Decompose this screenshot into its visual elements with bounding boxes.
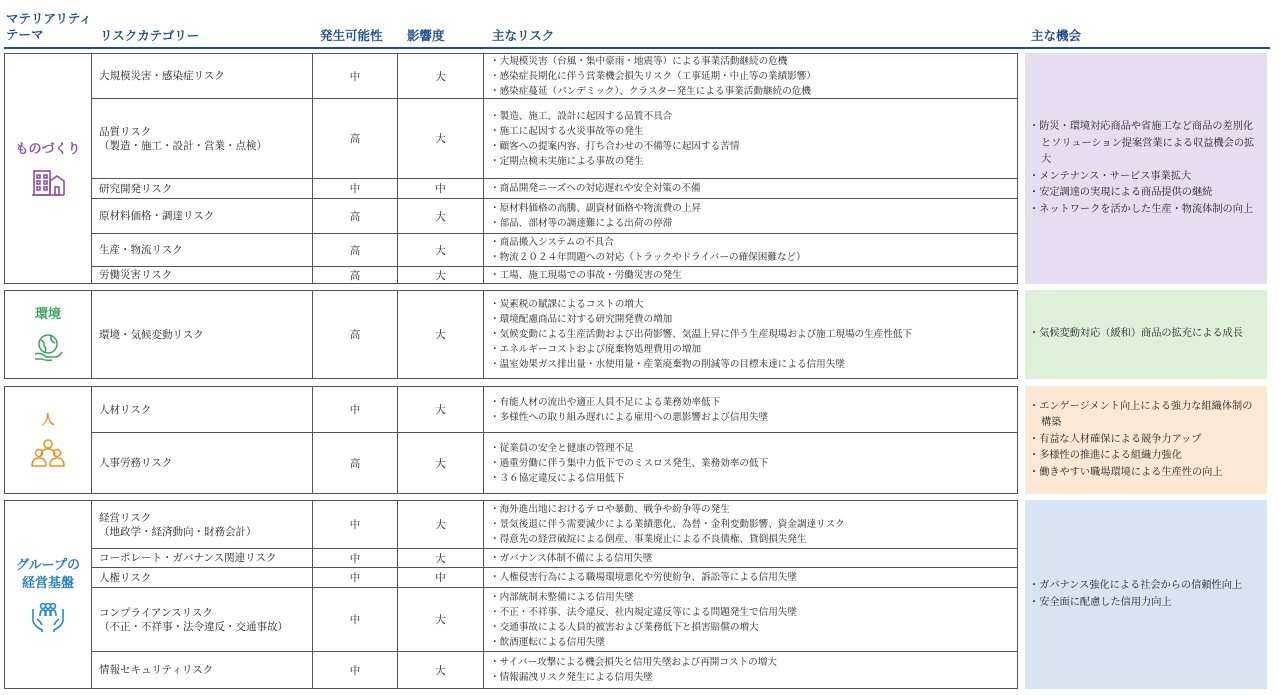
list-item: ・ ３６協定違反による信用低下 xyxy=(490,471,768,486)
risk-category: 人材リスク xyxy=(91,387,313,432)
table-row xyxy=(91,234,1017,267)
probability-value: 中 xyxy=(313,54,398,98)
risk-list-cell xyxy=(484,291,1017,378)
list-item: ・ 有能人材の流出や適正人員不足による業務効率低下 xyxy=(490,395,768,410)
opportunities-people xyxy=(1025,386,1267,494)
people-icon xyxy=(31,438,65,468)
theme-title: グループの 経営基盤 xyxy=(16,557,80,591)
risk-category: 人権リスク xyxy=(91,568,313,587)
probability-value: 高 xyxy=(313,99,398,178)
list-item: ・ 炭素税の賦課によるコストの増大 xyxy=(490,297,912,312)
list-item: ・ 原材料価格の高騰、副資材価格や物流費の上昇 xyxy=(490,201,701,216)
list-item: ・ 情報漏洩リスク発生による信用失墜 xyxy=(490,670,777,685)
probability-value: 高 xyxy=(313,199,398,233)
theme-cell xyxy=(5,291,92,378)
theme-cell xyxy=(5,54,92,283)
list-item: ・ 従業員の安全と健康の管理不足 xyxy=(490,441,768,456)
risk-list-cell xyxy=(484,99,1017,178)
list-item: ・ 交通事故による人員的被害および業務低下と損害賠償の増大 xyxy=(490,620,797,635)
probability-value: 中 xyxy=(313,568,398,587)
list-item: ・ 内部統制未整備による信用失墜 xyxy=(490,590,797,605)
list-item: ・ 不正・不祥事、法令違反、社内規定違反等による問題発生で信用失墜 xyxy=(490,605,797,620)
list-item: ・ ガバナンス体制不備による信用失墜 xyxy=(490,551,652,566)
list-item: ・ 商品搬入システムの不具合 xyxy=(490,235,806,250)
theme-title: 環境 xyxy=(34,306,61,322)
impact-value: 中 xyxy=(398,179,484,198)
impact-value: 大 xyxy=(398,199,484,233)
impact-value: 大 xyxy=(398,387,484,432)
risk-list-cell xyxy=(484,568,1017,587)
table-row xyxy=(91,433,1017,493)
theme-cell xyxy=(5,387,92,493)
table-row xyxy=(91,652,1017,688)
globe-leaf-icon xyxy=(32,332,64,364)
risk-category: 生産・物流リスク xyxy=(91,234,313,266)
table-row xyxy=(91,54,1017,99)
block-monozukuri xyxy=(4,53,1018,284)
list-item: ・ 顧客への提案内容、打ち合わせの不備等に起因する苦情 xyxy=(490,139,739,154)
list-item: ・ 景気後退に伴う需要減少による業績悪化、為替・金利変動影響、資金調達リスク xyxy=(490,517,845,532)
list-item: ・ 感染症長期化に伴う営業機会損失リスク（工事延期・中止等の業績影響） xyxy=(490,69,816,84)
list-item: ・ 過重労働に伴う集中力低下でのミスロス発生、業務効率の低下 xyxy=(490,456,768,471)
probability-value: 中 xyxy=(313,652,398,688)
risk-category: 人事労務リスク xyxy=(91,433,313,493)
risk-list-cell xyxy=(484,234,1017,266)
list-item: ・ 安全面に配慮した信用力向上 xyxy=(1029,595,1242,612)
list-item: ・ エンゲージメント向上による強力な組織体制の構築 xyxy=(1029,399,1261,432)
probability-value: 高 xyxy=(313,234,398,266)
list-item: ・ 商品開発ニーズへの対応遅れや安全対策の不備 xyxy=(490,181,701,196)
impact-value: 大 xyxy=(398,99,484,178)
header-risks: 主なリスク xyxy=(492,28,555,43)
list-item: ・ ガバナンス強化による社会からの信頼性向上 xyxy=(1029,578,1242,595)
theme-cell xyxy=(5,501,92,688)
list-item: ・ 働きやすい職場環境による生産性の向上 xyxy=(1029,465,1261,482)
risk-list-cell xyxy=(484,54,1017,98)
theme-title: ものづくり xyxy=(15,141,81,157)
risk-category: 大規模災害・感染症リスク xyxy=(91,54,313,98)
risk-list-cell xyxy=(484,179,1017,198)
list-item: ・ 有益な人材確保による競争力アップ xyxy=(1029,432,1261,449)
impact-value: 大 xyxy=(398,291,484,378)
table-row xyxy=(91,387,1017,433)
risk-list-cell xyxy=(484,652,1017,688)
probability-value: 中 xyxy=(313,387,398,432)
list-item: ・ ネットワークを活かした生産・物流体制の向上 xyxy=(1029,202,1261,219)
opportunities-monozukuri xyxy=(1025,53,1267,284)
opportunities-environment xyxy=(1025,290,1267,379)
opportunities-group-foundation xyxy=(1025,500,1267,689)
block-people xyxy=(4,386,1018,494)
risk-list-cell xyxy=(484,387,1017,432)
header-divider xyxy=(4,47,1270,49)
list-item: ・ 防災・環境対応商品や省施工など商品の差別化とソリューション提案営業による収益機会の拡大 xyxy=(1029,119,1261,169)
risk-category: 研究開発リスク xyxy=(91,179,313,198)
table-row xyxy=(91,588,1017,652)
impact-value: 大 xyxy=(398,549,484,567)
list-item: ・ 得意先の経営破綻による倒産、事業廃止による不良債権、貸倒損失発生 xyxy=(490,532,845,547)
list-item: ・ 製造、施工、設計に起因する品質不具合 xyxy=(490,109,739,124)
header-impact: 影響度 xyxy=(407,28,445,43)
risk-list-cell xyxy=(484,199,1017,233)
list-item: ・ 部品、部材等の調達難による出荷の停滞 xyxy=(490,216,701,231)
table-row xyxy=(91,549,1017,568)
probability-value: 中 xyxy=(313,549,398,567)
risk-list-cell xyxy=(484,549,1017,567)
list-item: ・ サイバー攻撃による機会損失と信用失墜および再開コストの増大 xyxy=(490,655,777,670)
list-item: ・ 物流２０２４年問題への対応（トラックやドライバーの確保困難など） xyxy=(490,250,806,265)
risk-list-cell xyxy=(484,267,1017,283)
impact-value: 中 xyxy=(398,568,484,587)
impact-value: 大 xyxy=(398,433,484,493)
risk-list-cell xyxy=(484,433,1017,493)
probability-value: 高 xyxy=(313,433,398,493)
impact-value: 大 xyxy=(398,501,484,548)
impact-value: 大 xyxy=(398,652,484,688)
list-item: ・ メンテナンス・サービス事業拡大 xyxy=(1029,169,1261,186)
probability-value: 中 xyxy=(313,501,398,548)
table-row xyxy=(91,501,1017,549)
table-row xyxy=(91,179,1017,199)
list-item: ・ 多様性の推進による組織力強化 xyxy=(1029,448,1261,465)
impact-value: 大 xyxy=(398,54,484,98)
risk-category: 品質リスク （製造・施工・設計・営業・点検） xyxy=(91,99,313,178)
table-row xyxy=(91,99,1017,179)
list-item: ・ 環境配慮商品に対する研究開発費の増加 xyxy=(490,312,912,327)
list-item: ・ 温室効果ガス排出量・水使用量・産業廃棄物の削減等の目標未達による信用失墜 xyxy=(490,357,912,372)
theme-title: 人 xyxy=(41,413,55,428)
block-environment xyxy=(4,290,1018,379)
list-item: ・ 施工に起因する火災事故等の発生 xyxy=(490,124,739,139)
risk-category: 原材料価格・調達リスク xyxy=(91,199,313,233)
list-item: ・ 多様性への取り組み遅れによる雇用への悪影響および信用失墜 xyxy=(490,410,768,425)
impact-value: 大 xyxy=(398,234,484,266)
risk-category: 労働災害リスク xyxy=(91,267,313,283)
building-icon xyxy=(31,167,65,197)
list-item: ・ エネルギーコストおよび廃棄物処理費用の増加 xyxy=(490,342,912,357)
list-item: ・ 海外進出地におけるテロや暴動、戦争や紛争等の発生 xyxy=(490,502,845,517)
block-group-foundation xyxy=(4,500,1018,689)
header-category: リスクカテゴリー xyxy=(100,28,200,43)
impact-value: 大 xyxy=(398,267,484,283)
risk-category: コンプライアンスリスク （不正・不祥事・法令違反・交通事故） xyxy=(91,588,313,651)
impact-value: 大 xyxy=(398,588,484,651)
list-item: ・ 人権侵害行為による職場環境悪化や労使紛争、訴訟等による信用失墜 xyxy=(490,570,797,585)
header-probability: 発生可能性 xyxy=(320,28,383,43)
risk-list-cell xyxy=(484,501,1017,548)
risk-category: 情報セキュリティリスク xyxy=(91,652,313,688)
probability-value: 中 xyxy=(313,179,398,198)
probability-value: 高 xyxy=(313,267,398,283)
table-row xyxy=(91,568,1017,588)
header-theme: マテリアリティ テーマ xyxy=(6,11,92,42)
table-row xyxy=(91,267,1017,283)
probability-value: 高 xyxy=(313,291,398,378)
risk-category: コーポレート・ガバナンス関連リスク xyxy=(91,549,313,567)
list-item: ・ 大規模災害（台風・集中豪雨・地震等）による事業活動継続の危機 xyxy=(490,54,816,69)
hands-people-icon xyxy=(31,601,65,633)
list-item: ・ 飲酒運転による信用失墜 xyxy=(490,635,797,650)
header-opportunities: 主な機会 xyxy=(1031,28,1082,43)
probability-value: 中 xyxy=(313,588,398,651)
list-item: ・ 気候変動による生産活動および出荷影響、気温上昇に伴う生産現場および施工現場の生産性低下 xyxy=(490,327,912,342)
risk-category: 経営リスク （地政学・経済動向・財務会計） xyxy=(91,501,313,548)
list-item: ・ 気候変動対応（緩和）商品の拡充による成長 xyxy=(1029,326,1243,343)
list-item: ・ 感染症蔓延（パンデミック）、クラスター発生による事業活動継続の危機 xyxy=(490,84,816,99)
table-row xyxy=(91,199,1017,234)
list-item: ・ 定期点検未実施による事故の発生 xyxy=(490,154,739,169)
table-row xyxy=(91,291,1017,378)
risk-category: 環境・気候変動リスク xyxy=(91,291,313,378)
list-item: ・ 工場、施工現場での事故・労働災害の発生 xyxy=(490,268,682,283)
risk-list-cell xyxy=(484,588,1017,651)
list-item: ・ 安定調達の実現による商品提供の継続 xyxy=(1029,185,1261,202)
